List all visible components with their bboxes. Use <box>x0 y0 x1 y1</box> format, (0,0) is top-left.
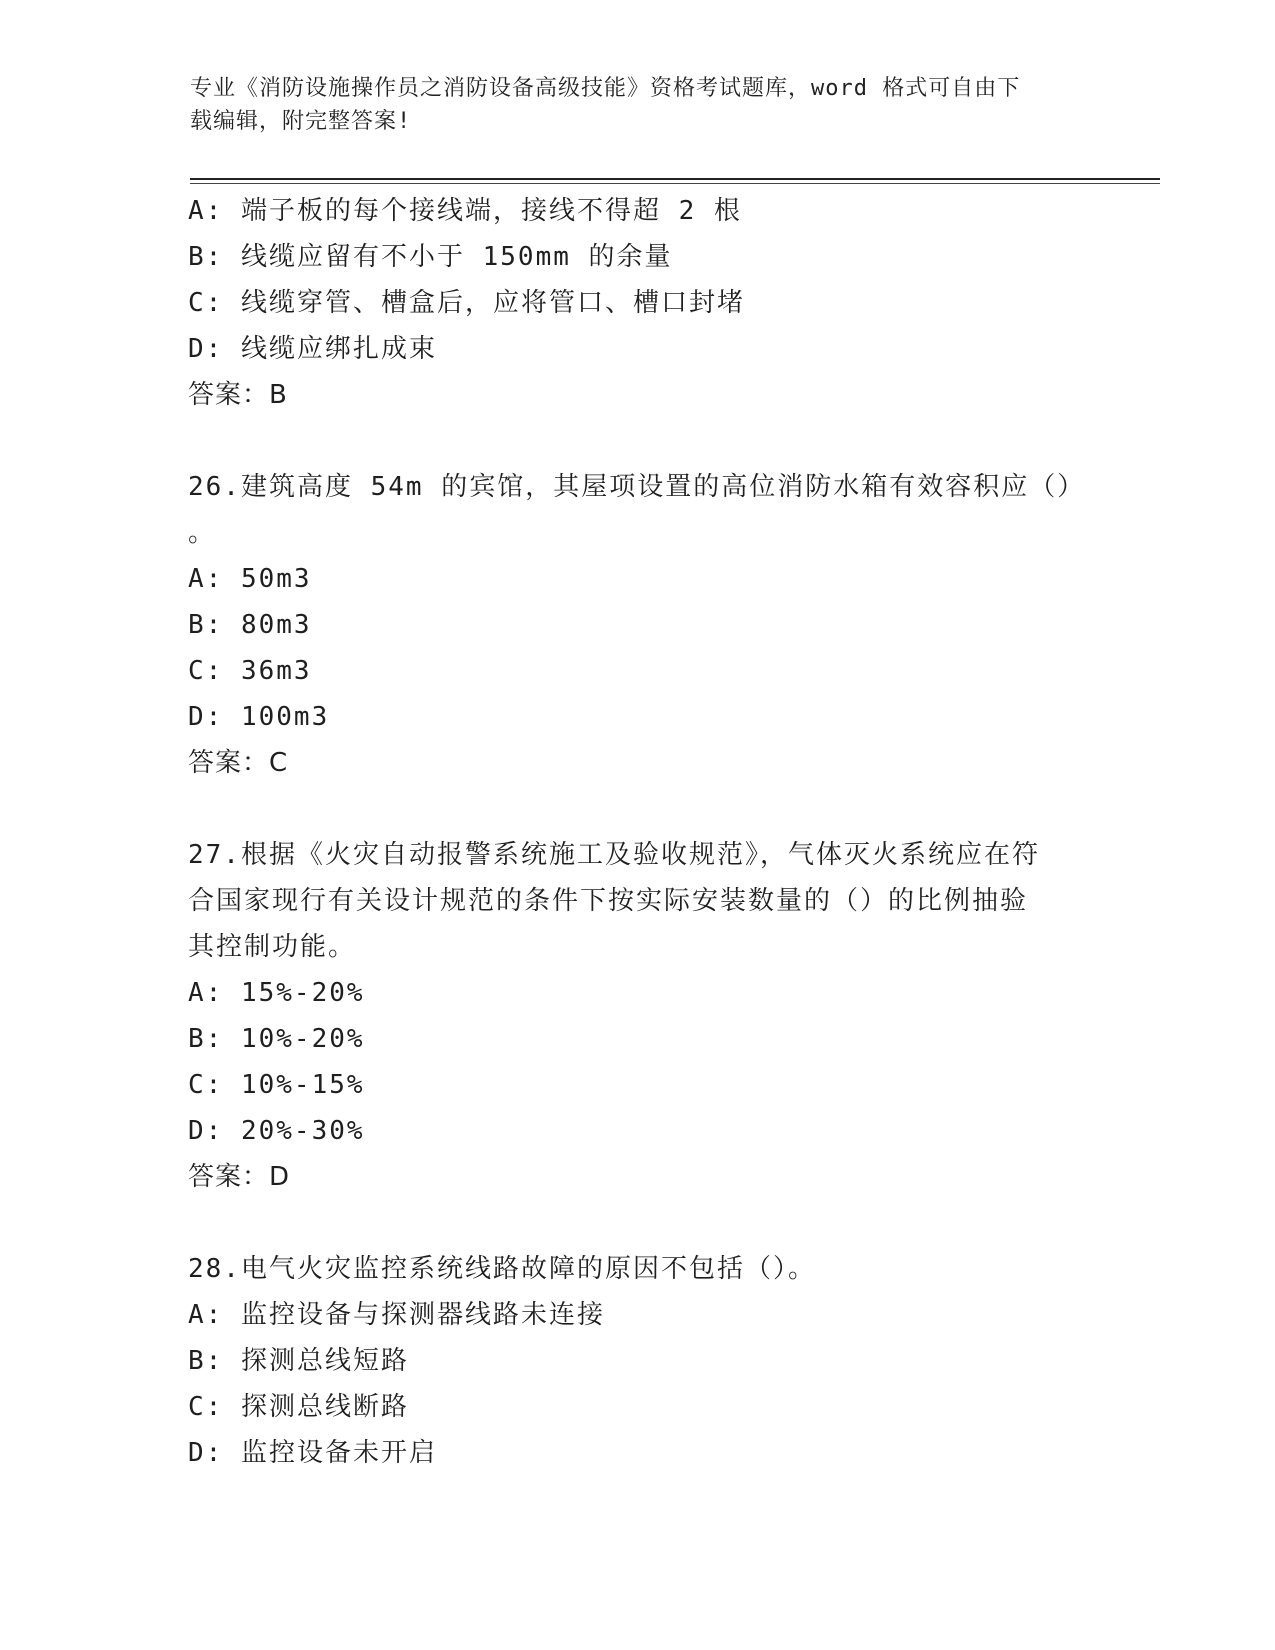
option-a: A: 50m3 <box>188 564 312 594</box>
option-c: C: 探测总线断路 <box>188 1392 409 1422</box>
option-b: B: 10%-20% <box>188 1024 365 1054</box>
option-a: A: 监控设备与探测器线路未连接 <box>188 1300 605 1330</box>
option-a: A: 端子板的每个接线端，接线不得超 2 根 <box>188 196 742 226</box>
header-divider-thick <box>190 178 1160 180</box>
header-line-2: 载编辑，附完整答案! <box>190 109 412 134</box>
question-stem: 27.根据《火灾自动报警系统施工及验收规范》，气体灭火系统应在符 <box>188 840 1040 870</box>
option-d: D: 监控设备未开启 <box>188 1438 437 1468</box>
answer-label: 答案：D <box>188 1162 291 1192</box>
question-28 <box>188 1246 1088 1476</box>
question-27 <box>188 832 1088 1200</box>
question-25 <box>188 188 1088 418</box>
option-c: C: 10%-15% <box>188 1070 365 1100</box>
option-c: C: 36m3 <box>188 656 312 686</box>
answer-label: 答案：B <box>188 380 288 410</box>
option-d: D: 100m3 <box>188 702 330 732</box>
spacer <box>188 1200 1088 1246</box>
option-a: A: 15%-20% <box>188 978 365 1008</box>
document-header <box>190 72 1070 138</box>
question-stem: 28.电气火灾监控系统线路故障的原因不包括（）。 <box>188 1254 816 1284</box>
option-d: D: 20%-30% <box>188 1116 365 1146</box>
option-c: C: 线缆穿管、槽盒后，应将管口、槽口封堵 <box>188 288 745 318</box>
option-b: B: 探测总线短路 <box>188 1346 409 1376</box>
question-stem-continued: 。 <box>188 518 217 548</box>
option-d: D: 线缆应绑扎成束 <box>188 334 437 364</box>
question-stem-continued: 其控制功能。 <box>188 932 357 962</box>
option-b: B: 线缆应留有不小于 150mm 的余量 <box>188 242 673 272</box>
question-stem-continued: 合国家现行有关设计规范的条件下按实际安装数量的（）的比例抽验 <box>188 886 1029 916</box>
question-list <box>188 188 1088 1476</box>
spacer <box>188 418 1088 464</box>
question-stem: 26.建筑高度 54m 的宾馆，其屋项设置的高位消防水箱有效容积应（） <box>188 472 1086 502</box>
spacer <box>188 786 1088 832</box>
question-26 <box>188 464 1088 786</box>
answer-label: 答案：C <box>188 748 289 778</box>
header-line-1: 专业《消防设施操作员之消防设备高级技能》资格考试题库，word 格式可自由下 <box>190 76 1021 101</box>
header-divider-thin <box>190 183 1160 184</box>
option-b: B: 80m3 <box>188 610 312 640</box>
